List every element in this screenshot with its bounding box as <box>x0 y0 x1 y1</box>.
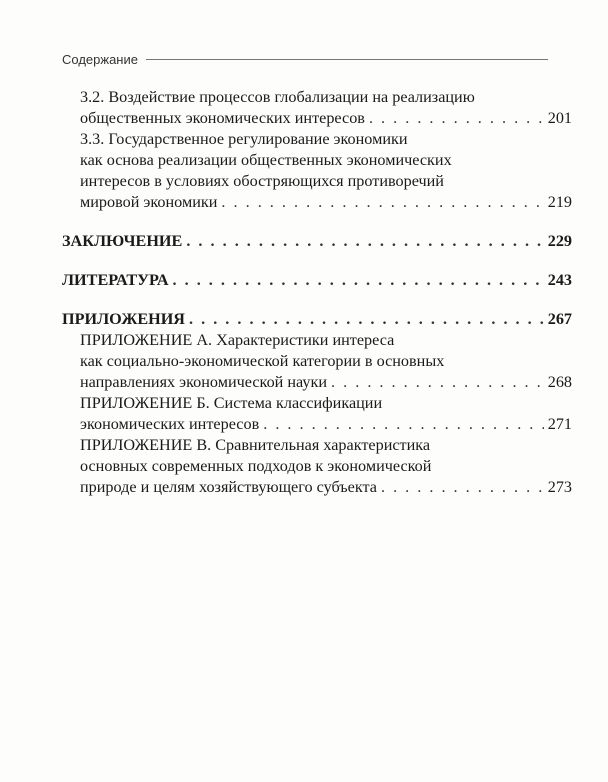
toc-page-number: 219 <box>547 193 572 211</box>
running-head-rule <box>146 59 548 60</box>
toc-entry-line: 3.2. Воздействие процессов глобализации на реализацию <box>80 88 475 106</box>
toc-entry-appendices[interactable] <box>62 309 572 330</box>
toc-entry-line: интересов в условиях обостряющихся противоречий <box>80 172 444 190</box>
toc-entry-line: мировой экономики <box>80 193 218 211</box>
dot-leader <box>221 192 543 213</box>
toc-entry-line: ПРИЛОЖЕНИЕ Б. Система классификации <box>80 394 383 412</box>
toc-page-number: 243 <box>547 271 572 289</box>
toc-entry-appendix-v[interactable] <box>62 435 572 498</box>
toc-entry-line: ПРИЛОЖЕНИЕ В. Сравнительная характеристика <box>80 436 431 454</box>
toc-entry-line: 3.3. Государственное регулирование экономики <box>80 130 408 148</box>
toc-entry-line: основных современных подходов к экономической <box>80 457 432 475</box>
toc-entry-line: как социально-экономической категории в основных <box>80 352 445 370</box>
toc-entry-literature[interactable] <box>62 270 572 291</box>
toc-entry-title: ЛИТЕРАТУРА <box>62 271 169 289</box>
toc-page-number: 273 <box>547 478 572 496</box>
toc-entry-line: общественных экономических интересов <box>80 109 365 127</box>
toc-entry-conclusion[interactable] <box>62 231 572 252</box>
table-of-contents <box>62 87 572 498</box>
toc-page-number: 201 <box>547 109 572 127</box>
toc-entry-3-2[interactable] <box>62 87 572 129</box>
toc-entry-line: направлениях экономической науки <box>80 373 328 391</box>
dot-leader <box>331 372 544 393</box>
toc-entry-title: ПРИЛОЖЕНИЯ <box>62 310 185 328</box>
dot-leader <box>186 231 543 252</box>
dot-leader <box>381 477 544 498</box>
toc-entry-line: природе и целям хозяйствующего субъекта <box>80 478 377 496</box>
dot-leader <box>263 414 544 435</box>
toc-entry-title: ЗАКЛЮЧЕНИЕ <box>62 232 183 250</box>
toc-entry-appendix-b[interactable] <box>62 393 572 435</box>
toc-page-number: 271 <box>547 415 572 433</box>
toc-page-number: 268 <box>547 373 572 391</box>
running-head-title: Содержание <box>62 52 138 67</box>
toc-entry-line: экономических интересов <box>80 415 260 433</box>
toc-entry-line: ПРИЛОЖЕНИЕ А. Характеристики интереса <box>80 331 395 349</box>
toc-entry-line: как основа реализации общественных экономических <box>80 151 452 169</box>
dot-leader <box>369 108 544 129</box>
toc-page-number: 267 <box>547 310 572 328</box>
toc-page-number: 229 <box>547 232 572 250</box>
toc-entry-3-3[interactable] <box>62 129 572 213</box>
dot-leader <box>173 270 544 291</box>
toc-entry-appendix-a[interactable] <box>62 330 572 393</box>
dot-leader <box>189 309 544 330</box>
running-head <box>62 52 548 67</box>
